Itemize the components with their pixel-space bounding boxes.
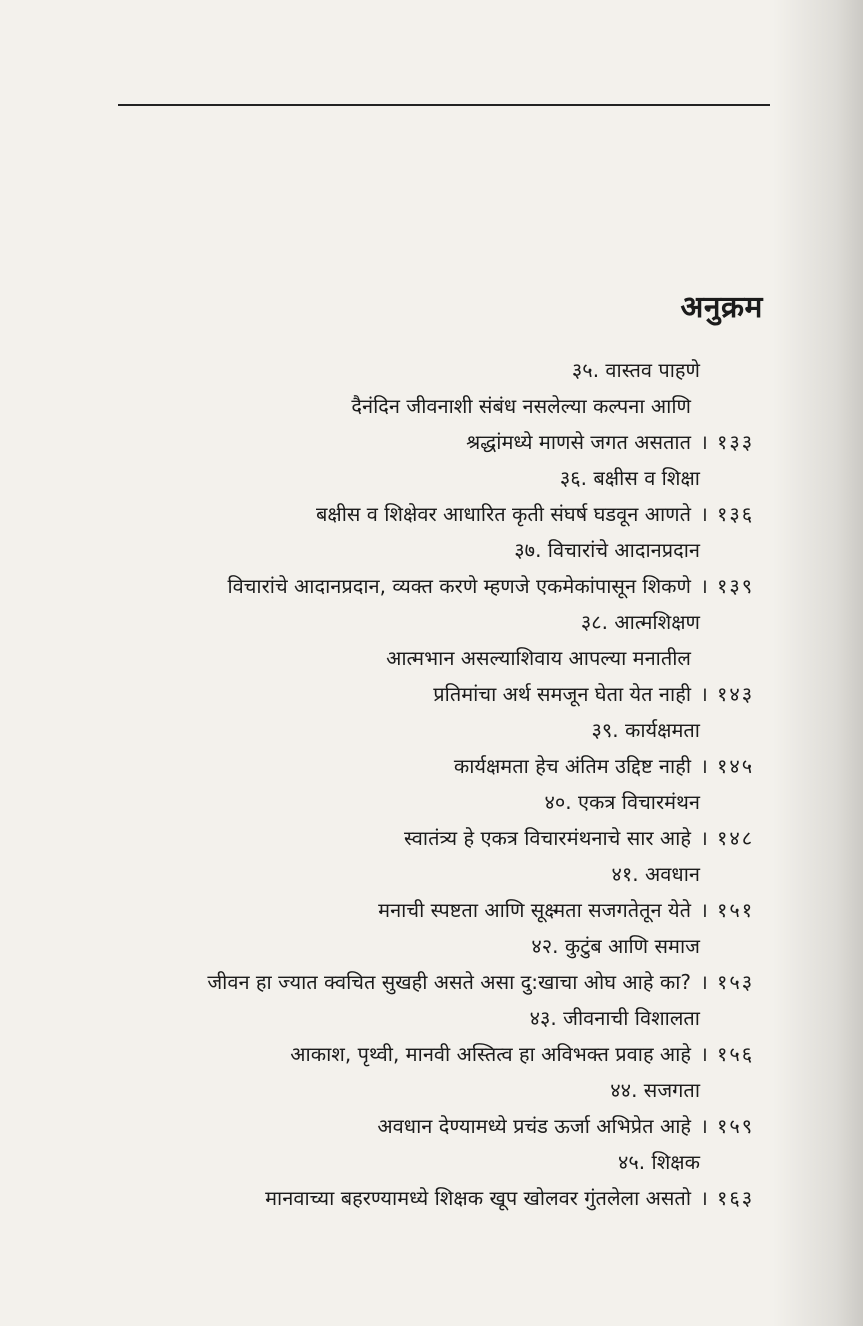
- separator: ।: [700, 502, 708, 526]
- chapter-title: ३५. वास्तव पाहणे: [571, 358, 700, 382]
- separator: ।: [700, 1114, 708, 1138]
- page-number: १३९: [717, 574, 755, 598]
- chapter-title: ४४. सजगता: [610, 1078, 700, 1102]
- chapter-title: ४२. कुटुंब आणि समाज: [531, 934, 700, 958]
- chapter-title: ४१. अवधान: [611, 862, 700, 886]
- separator: ।: [700, 754, 708, 778]
- chapter-entry: बक्षीस व शिक्षेवर आधारित कृती संघर्ष घडवून आणते । १३६: [100, 496, 763, 532]
- chapter-entry: विचारांचे आदानप्रदान, व्यक्त करणे म्हणजे एकमेकांपासून शिकणे । १३९: [100, 568, 763, 604]
- page-number: १३३: [717, 430, 755, 454]
- chapter-entry: अवधान देण्यामध्ये प्रचंड ऊर्जा अभिप्रेत आहे । १५९: [100, 1108, 763, 1144]
- separator: ।: [700, 826, 708, 850]
- chapter-entry: प्रतिमांचा अर्थ समजून घेता येत नाही । १४३: [100, 676, 763, 712]
- chapter-title: ३९. कार्यक्षमता: [591, 718, 700, 742]
- page-number: १५९: [717, 1114, 755, 1138]
- page-number: १४३: [717, 682, 755, 706]
- chapter-description-line: आत्मभान असल्याशिवाय आपल्या मनातील: [386, 646, 691, 670]
- top-rule: [118, 104, 770, 106]
- separator: ।: [700, 682, 708, 706]
- page-number: १३६: [717, 502, 755, 526]
- chapter-description-line: दैनंदिन जीवनाशी संबंध नसलेल्या कल्पना आणि: [351, 394, 691, 418]
- separator: ।: [700, 574, 708, 598]
- chapter-entry: मानवाच्या बहरण्यामध्ये शिक्षक खूप खोलवर गुंतलेला असतो । १६३: [100, 1180, 763, 1216]
- chapter-entry: श्रद्धांमध्ये माणसे जगत असतात । १३३: [100, 424, 763, 460]
- chapter-entry: जीवन हा ज्यात क्वचित सुखही असते असा दु:खाचा ओघ आहे का? । १५३: [100, 964, 763, 1000]
- page-number: १४८: [717, 826, 755, 850]
- page-number: १५३: [717, 970, 755, 994]
- page-number: १५६: [717, 1042, 755, 1066]
- chapter-entry: कार्यक्षमता हेच अंतिम उद्दिष्ट नाही । १४५: [100, 748, 763, 784]
- separator: ।: [700, 1186, 708, 1210]
- page-edge-shadow: [773, 0, 863, 1326]
- page-number: १४५: [717, 754, 755, 778]
- chapter-title: ३८. आत्मशिक्षण: [580, 610, 700, 634]
- chapter-entry: स्वातंत्र्य हे एकत्र विचारमंथनाचे सार आहे । १४८: [100, 820, 763, 856]
- page-number: १५१: [717, 898, 755, 922]
- page-number: १६३: [717, 1186, 755, 1210]
- separator: ।: [700, 898, 708, 922]
- chapter-title: ४३. जीवनाची विशालता: [529, 1006, 700, 1030]
- table-of-contents: [100, 352, 763, 1216]
- chapter-title: ३६. बक्षीस व शिक्षा: [559, 466, 700, 490]
- chapter-entry: आकाश, पृथ्वी, मानवी अस्तित्व हा अविभक्त प्रवाह आहे । १५६: [100, 1036, 763, 1072]
- page-title: अनुक्रम: [680, 290, 763, 325]
- chapter-title: ४०. एकत्र विचारमंथन: [544, 790, 700, 814]
- separator: ।: [700, 970, 708, 994]
- separator: ।: [700, 430, 708, 454]
- separator: ।: [700, 1042, 708, 1066]
- chapter-title: ४५. शिक्षक: [618, 1150, 700, 1174]
- chapter-title: ३७. विचारांचे आदानप्रदान: [514, 538, 700, 562]
- chapter-entry: मनाची स्पष्टता आणि सूक्ष्मता सजगतेतून येते । १५१: [100, 892, 763, 928]
